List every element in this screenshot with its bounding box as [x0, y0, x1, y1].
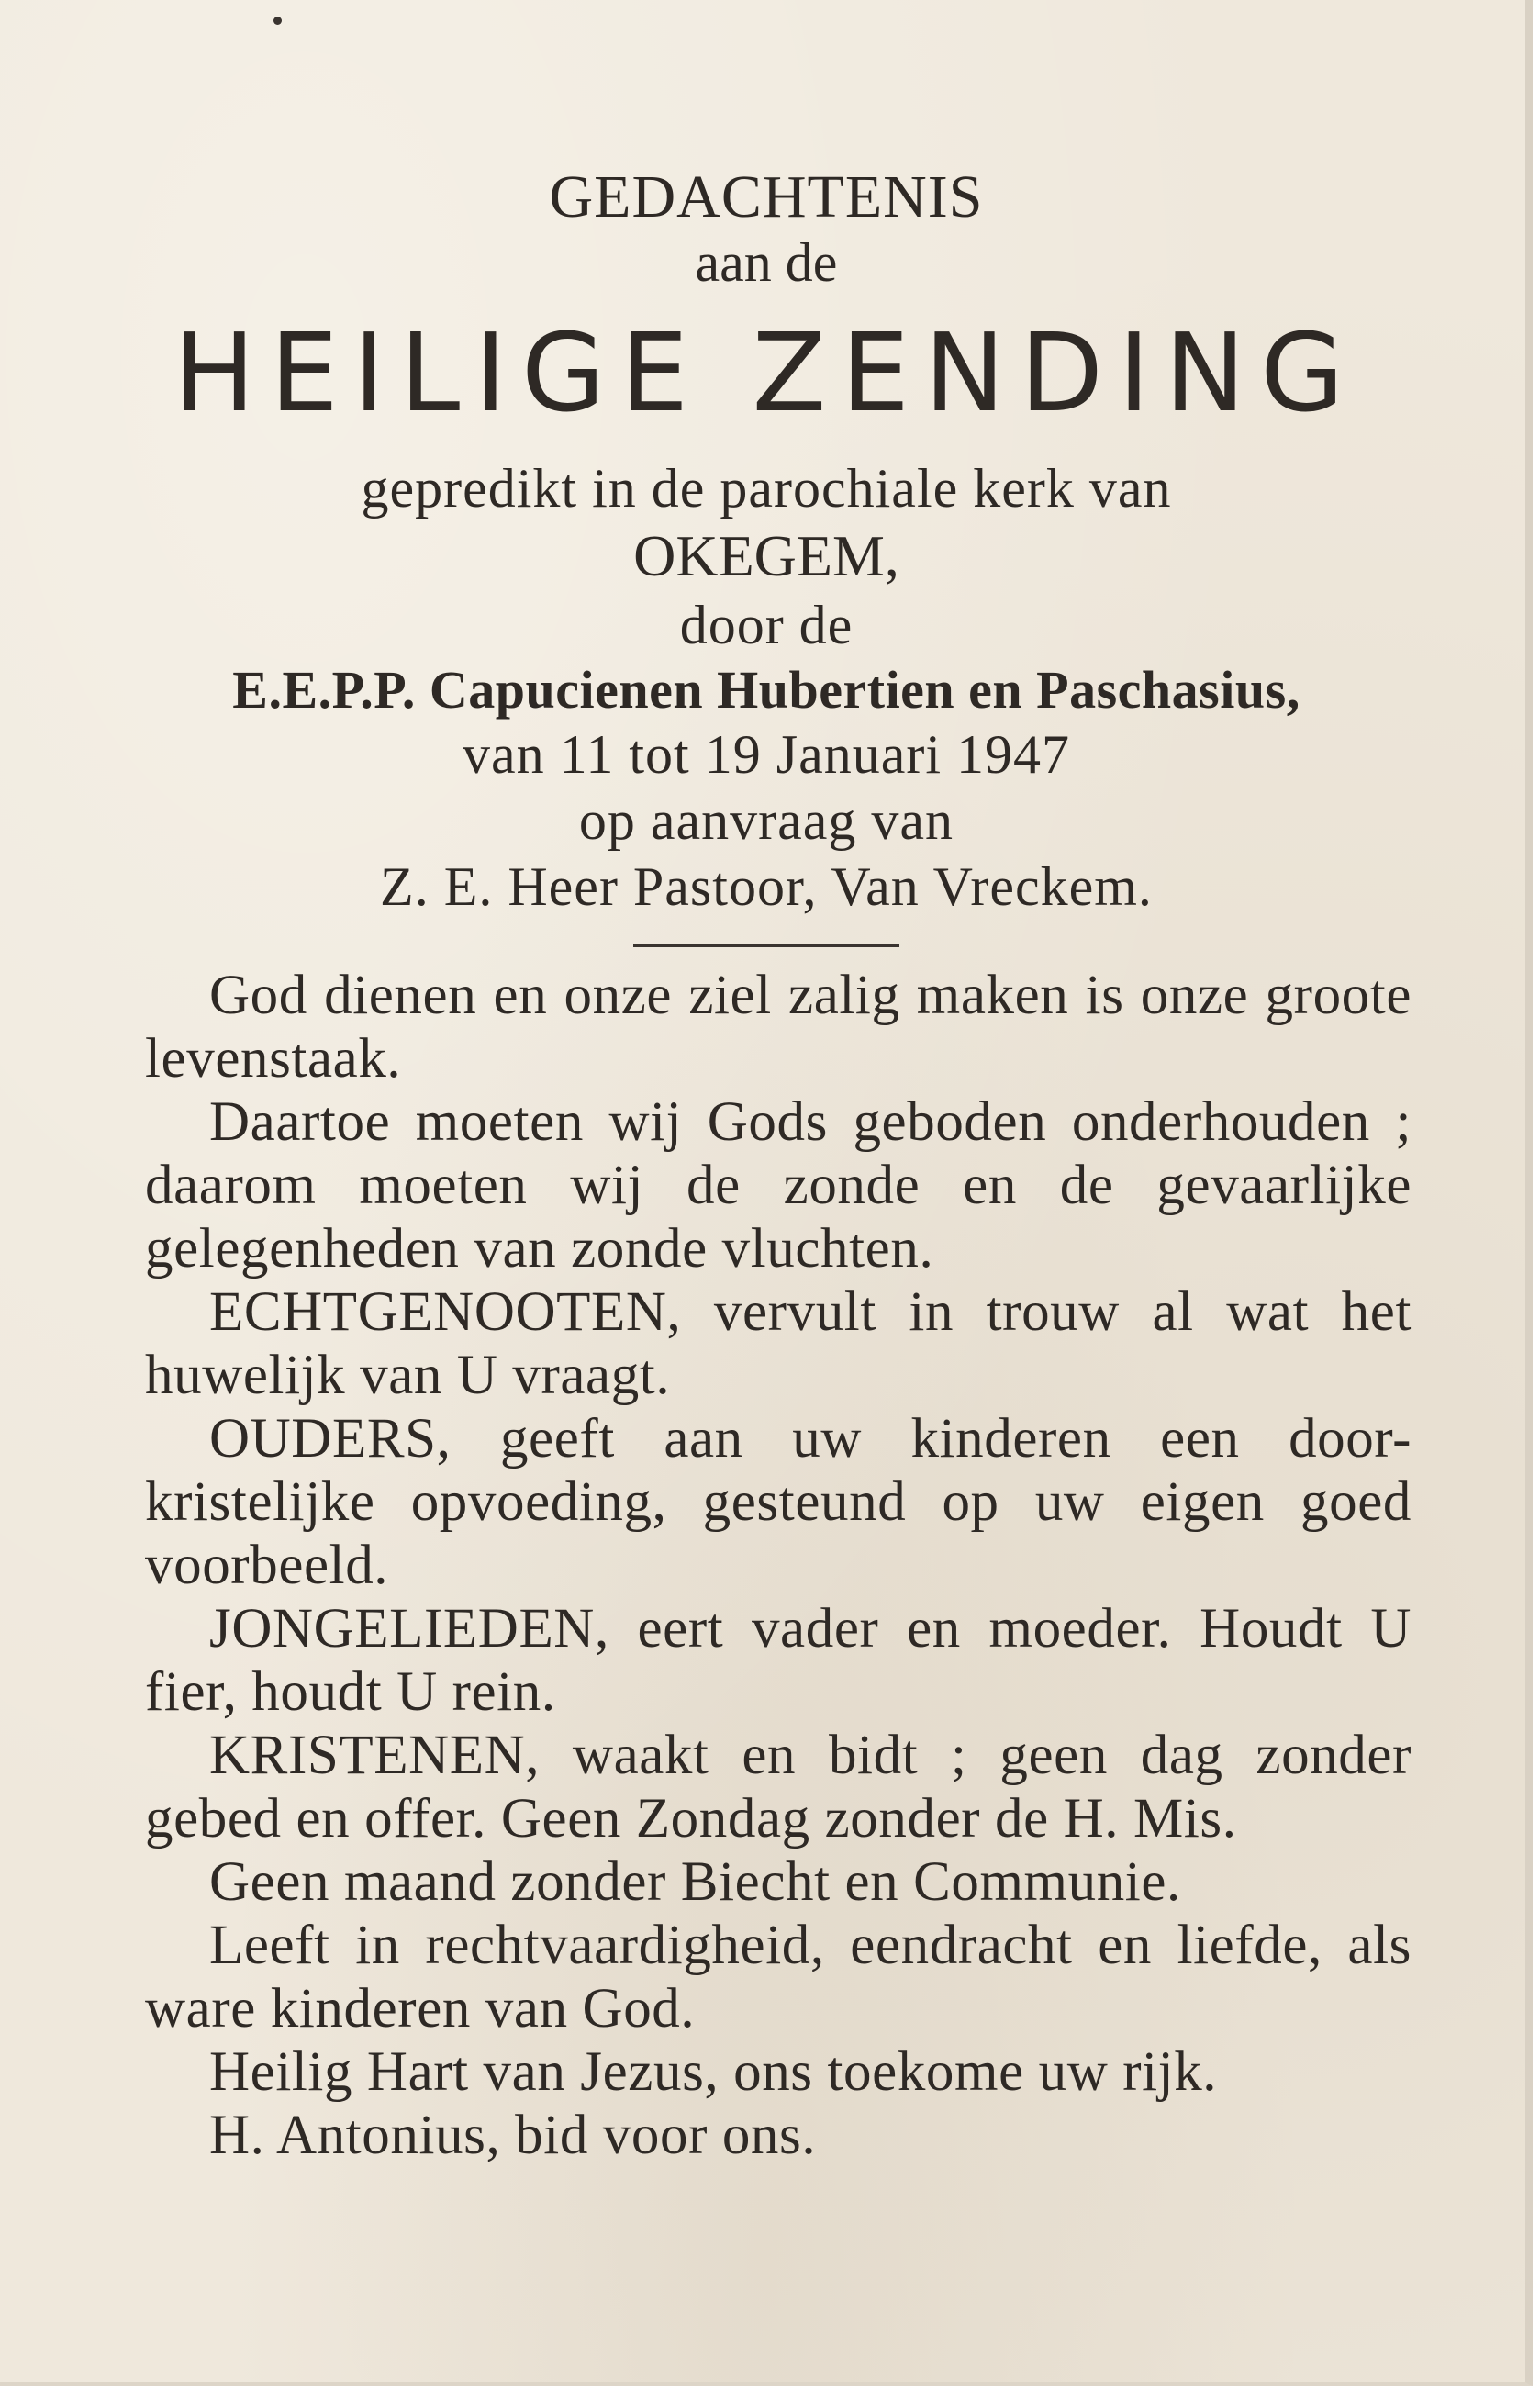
preached-line: gepredikt in de parochiale kerk van	[361, 457, 1172, 519]
paragraph: Leeft in rechtvaardigheid, eendracht en liefde, als ware kinderen van God.	[145, 1915, 1412, 2039]
heading: GEDACHTENIS	[549, 163, 984, 230]
ink-dot	[273, 17, 282, 25]
place-name: OKEGEM,	[633, 522, 899, 588]
paragraph: God dienen en onze ziel zalig maken is onze groote levenstaak.	[145, 965, 1412, 1089]
card-title: HEILIGE ZENDING	[173, 309, 1359, 437]
paragraph: KRISTENEN, waakt en bidt ; geen dag zonder gebed en offer. Geen Zondag zonder de H. Mis.	[145, 1725, 1412, 1849]
sub-heading: aan de	[695, 232, 838, 294]
paragraph: Heilig Hart van Jezus, ons toekome uw rijk.	[209, 2041, 1218, 2103]
requester-line: Z. E. Heer Pastoor, Van Vreckem.	[380, 856, 1153, 918]
preachers-line: E.E.P.P. Capucienen Hubertien en Paschasius,	[232, 659, 1300, 720]
paragraph: ECHTGENOOTEN, vervult in trouw al wat het huwelijk van U vraagt.	[145, 1281, 1412, 1406]
request-line: op aanvraag van	[578, 790, 954, 852]
paragraph: JONGELIEDEN, eert vader en moeder. Houdt U fier, houdt U rein.	[145, 1598, 1412, 1723]
by-line: door de	[679, 594, 854, 655]
dates-line: van 11 tot 19 Januari 1947	[462, 724, 1070, 786]
paragraph: H. Antonius, bid voor ons.	[209, 2105, 817, 2166]
card-header	[0, 161, 1533, 947]
paragraph: OUDERS, geeft aan uw kinderen een door-kristelijke opvoeding, gesteund op uw eigen goed voorbeeld.	[145, 1408, 1412, 1596]
divider-rule	[633, 944, 899, 947]
paragraph: Geen maand zonder Biecht en Communie.	[209, 1851, 1181, 1913]
paragraph: Daartoe moeten wij Gods geboden onderhouden ; daarom moeten wij de zonde en de gevaarlijke gelegenheden van zonde vluchten.	[145, 1091, 1412, 1279]
card-body	[145, 964, 1412, 2167]
